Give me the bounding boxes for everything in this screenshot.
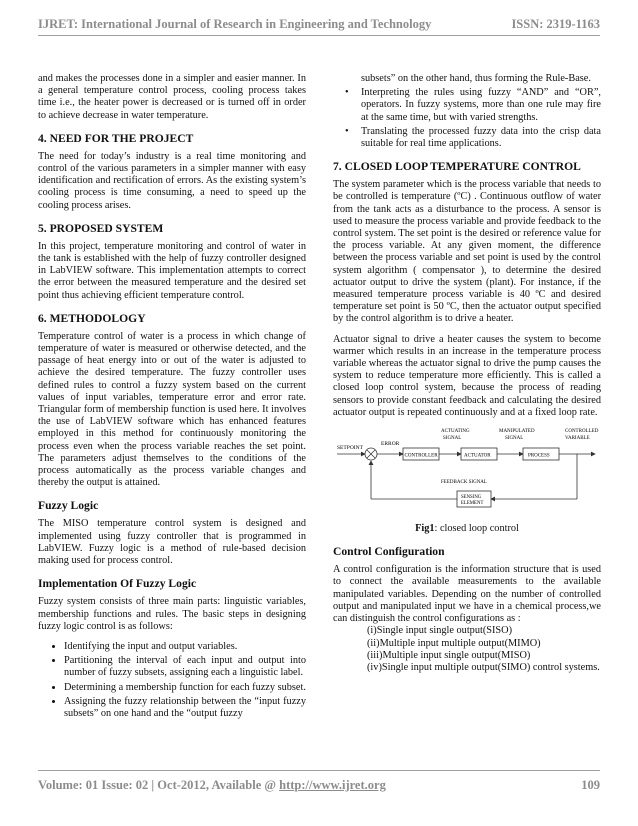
closed-loop-diagram bbox=[333, 427, 601, 519]
footer-volume bbox=[38, 778, 386, 793]
journal-title: IJRET: International Journal of Research in Engineering and Technology bbox=[38, 17, 432, 31]
list-item: (ii)Multiple input multiple output(MIMO) bbox=[367, 637, 541, 649]
bullet-icon: • bbox=[345, 87, 349, 99]
implementation-title: Implementation Of Fuzzy Logic bbox=[38, 577, 197, 591]
section-6-title: 6. METHODOLOGY bbox=[38, 311, 146, 325]
setpoint-label: SETPOINT bbox=[337, 445, 363, 452]
list-item bbox=[345, 87, 601, 124]
feedback-label: FEEDBACK SIGNAL bbox=[441, 480, 487, 486]
figure-label: Fig1 bbox=[415, 523, 435, 535]
section-7-paragraph-2: Actuator signal to drive a heater causes the system to become warmer which results in an increase in the temperature process variable whereas the actuator signal to drive the pump causes the system to reduce temperature more efficiently. This is called a closed loop control system, because the process of reading sensors to provide constant feedback and calculating the desired actuator output is repeated continuously and at a fixed loop rate. bbox=[333, 333, 601, 418]
continued-list bbox=[333, 73, 601, 150]
section-6-paragraph: Temperature control of water is a process in which change of temperature of water is measured or otherwise detected, and the passage of heat energy into or out of the water is adjusted to achieve the desired temperature. The fuzzy controller uses defined rules to control a fuzzy system based on the current values of input variables, temperature error and error rate. Triangular form of membership function is used here. It involves the use of LabVIEW software which has enhanced features employed in this method for continuously monitoring the process even when the process variable reaches the set point. The parameters adjust themselves to the conditions of the process automatically as the process variable changes and thereby the output is attained. bbox=[38, 330, 306, 489]
control-configuration-paragraph: A control configuration is the information structure that is used to connect the available measurements to the available manipulated variables. Depending on the number of controlled output and manipulated input we have in a chemical process,we can distinguish the control configurations as : bbox=[333, 564, 601, 625]
page-number: 109 bbox=[581, 778, 600, 792]
list-item: • Identifying the input and output variables. bbox=[64, 641, 306, 653]
error-label: ERROR bbox=[381, 441, 400, 448]
list-item bbox=[345, 126, 601, 150]
issn: ISSN: 2319-1163 bbox=[511, 17, 600, 31]
section-5-title: 5. PROPOSED SYSTEM bbox=[38, 221, 164, 235]
list-item: • Determining a membership function for each fuzzy subset. bbox=[64, 682, 306, 694]
process-label: PROCESS bbox=[528, 453, 550, 459]
intro-paragraph: and makes the processes done in a simpler and easier manner. In a general temperature control process, cooling process takes time i.e., the heater power is decreased or is turned off in order to achieve decrease in water temperature. bbox=[38, 73, 306, 121]
figure-caption-text: : closed loop control bbox=[434, 523, 519, 535]
fuzzy-logic-paragraph: The MISO temperature control system is designed and implemented using fuzzy controller that is programmed in LabVIEW. Fuzzy logic is a method of rule-based decision making used for process control. bbox=[38, 518, 306, 567]
left-column bbox=[38, 73, 306, 722]
page-header bbox=[38, 10, 600, 36]
right-column bbox=[333, 73, 601, 674]
list-item: subsets” on the other hand, thus forming the Rule-Base. bbox=[361, 73, 591, 84]
fuzzy-logic-title: Fuzzy Logic bbox=[38, 499, 99, 513]
manipulated-label-2: SIGNAL bbox=[505, 436, 524, 442]
section-4-paragraph: The need for today’s industry is a real time monitoring and control of the various parameters in a simpler manner with easy identification and rectification of errors. As the existing system’s cooling process is time consuming, a need to speed up the cooling process arises. bbox=[38, 150, 306, 211]
bullet-icon: • bbox=[345, 125, 349, 137]
list-item: • Partitioning the interval of each input and output into number of fuzzy subsets, assigning each a linguistic label. bbox=[64, 655, 306, 679]
actuator-label: ACTUATOR bbox=[464, 453, 491, 459]
list-item: (iv)Single input multiple output(SIMO) control systems. bbox=[367, 661, 600, 673]
figure-caption bbox=[333, 523, 601, 535]
list-item: (iii)Multiple input single output(MISO) bbox=[367, 649, 531, 661]
controlled-label-1: CONTROLLED bbox=[565, 429, 599, 435]
implementation-paragraph: Fuzzy system consists of three main parts: linguistic variables, membership functions and rules. The basic steps in designing fuzzy logic control is as follows: bbox=[38, 596, 306, 632]
journal-link[interactable]: http://www.ijret.org bbox=[279, 778, 386, 792]
section-5-paragraph: In this project, temperature monitoring and control of water in the tank is established with the help of fuzzy controller designed in LabVIEW software. This implementation attempts to correct the error between the measured temperature and the desired set point thus achieving efficient temperature control. bbox=[38, 240, 306, 301]
diagram-svg bbox=[333, 427, 601, 519]
controlled-label-2: VARIABLE bbox=[565, 436, 590, 442]
control-configuration-title: Control Configuration bbox=[333, 545, 445, 559]
manipulated-label-1: MANIPULATED bbox=[499, 429, 535, 435]
list-item: (i)Single input single output(SISO) bbox=[367, 625, 513, 637]
page-footer bbox=[38, 770, 600, 793]
section-7-title: 7. CLOSED LOOP TEMPERATURE CONTROL bbox=[333, 160, 581, 174]
actuating-label-1: ACTUATING bbox=[441, 429, 470, 435]
sensing-label-2: ELEMENT bbox=[461, 501, 484, 507]
steps-list bbox=[38, 641, 306, 720]
list-item-text: Interpreting the rules using fuzzy “AND” and “OR”, operators. In fuzzy systems, more than one rule may fire at the same time, but with varied strengths. bbox=[361, 87, 601, 123]
list-item-text: Translating the processed fuzzy data into the crisp data suitable for real time applications. bbox=[361, 125, 601, 150]
section-4-title: 4. NEED FOR THE PROJECT bbox=[38, 131, 194, 145]
actuating-label-2: SIGNAL bbox=[443, 436, 462, 442]
section-7-paragraph-1: The system parameter which is the process variable that needs to be controlled is temperature (ºC) . Continuous outflow of water from the tank acts as a disturbance to the process. A sensor is used to measure the process variable and provide feedback to the control system. The set point is the desired or reference value for the process variable. At any given moment, the difference between the process variable and set point is used by the control system algorithm ( compensator ), to determine the desired actuator output to drive the system (plant). For instance, if the measured temperature process variable is 40 ºC and desired temperature set point is 50 ºC, then the actuator output specified by the control algorithm is to drive a heater. bbox=[333, 179, 601, 325]
sensing-label-1: SENSING bbox=[461, 495, 482, 501]
list-item: • Assigning the fuzzy relationship between the “input fuzzy subsets” on one hand and the “output fuzzy bbox=[64, 696, 306, 720]
controller-label: CONTROLLER bbox=[404, 453, 438, 459]
footer-volume-text: Volume: 01 Issue: 02 | Oct-2012, Available @ bbox=[38, 778, 280, 792]
configurations-list bbox=[333, 625, 601, 674]
